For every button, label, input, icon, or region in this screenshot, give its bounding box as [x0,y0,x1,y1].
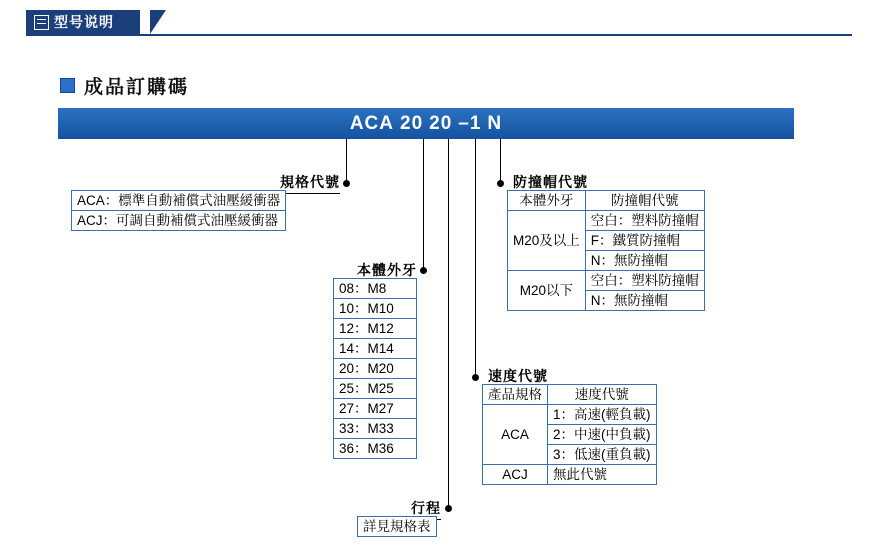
header-rule [26,34,852,36]
table-row [72,191,286,211]
speed-code-table [482,384,657,485]
cap-code-header-code: 防撞帽代號 [585,191,704,211]
body-thread-08: 08：M8 [334,279,417,299]
leader-line-cap-vertical [500,139,501,183]
spec-code-row-acj: ACJ：可調自動補償式油壓緩衝器 [72,211,286,231]
leader-dot-thread [420,267,427,274]
table-row [483,465,657,485]
cap-code-table [507,190,705,311]
leader-dot-series [343,180,350,187]
leader-line-stroke-vertical [448,139,449,508]
body-thread-20: 20：M20 [334,359,417,379]
speed-code-group-acj: ACJ [483,465,548,485]
table-row [483,405,657,425]
stroke-value: 詳見規格表 [358,517,437,537]
list-icon [34,15,49,30]
section-title [60,72,189,99]
body-thread-12: 12：M12 [334,319,417,339]
speed-code-option-3: 3：低速(重負載) [548,445,657,465]
speed-code-header-product: 產品規格 [483,385,548,405]
cap-code-option-f: F：鐵質防撞帽 [585,231,704,251]
table-row [334,359,417,379]
header-tab-skew [150,10,166,34]
table-row [334,419,417,439]
body-thread-33: 33：M33 [334,419,417,439]
table-row [334,319,417,339]
stroke-caption: 行程 [357,498,441,520]
table-row [334,439,417,459]
order-code-bar [58,108,794,139]
body-thread-14: 14：M14 [334,339,417,359]
cap-code-option-n: N：無防撞帽 [585,251,704,271]
spec-code-caption: 規格代號 [256,172,340,194]
spec-code-table [71,190,286,231]
bullet-square-icon [60,78,75,93]
body-thread-27: 27：M27 [334,399,417,419]
cap-code-option-n-2: N：無防撞帽 [585,291,704,311]
leader-dot-stroke [445,505,452,512]
table-row [72,211,286,231]
body-thread-10: 10：M10 [334,299,417,319]
body-thread-36: 36：M36 [334,439,417,459]
spec-code-row-aca: ACA：標準自動補償式油壓緩衝器 [72,191,286,211]
table-row [334,299,417,319]
speed-code-option-1: 1：高速(輕負載) [548,405,657,425]
cap-code-header-thread: 本體外牙 [508,191,586,211]
code-segment-thread: 20 [400,112,424,134]
leader-line-speed-vertical [475,139,476,377]
leader-line-series-vertical [346,139,347,183]
cap-code-option-blank-2: 空白：塑料防撞帽 [585,271,704,291]
table-row [508,191,705,211]
header-tab-label: 型号说明 [54,14,114,30]
code-segment-speed: –1 [458,112,482,134]
table-row [483,385,657,405]
body-thread-25: 25：M25 [334,379,417,399]
body-thread-table [333,278,417,459]
cap-code-group-m20-above: M20及以上 [508,211,586,271]
table-row [334,339,417,359]
header-tab [26,10,140,34]
speed-code-header-code: 速度代號 [548,385,657,405]
code-segment-cap: N [487,112,503,134]
cap-code-caption: 防撞帽代號 [513,172,611,194]
leader-dot-cap [497,180,504,187]
table-row [334,379,417,399]
speed-code-caption: 速度代號 [488,366,562,388]
order-code-text [347,113,505,135]
table-row [358,517,437,537]
section-title-label: 成品訂購碼 [84,77,190,98]
stroke-table [357,516,437,537]
table-row [508,271,705,291]
body-thread-caption: 本體外牙 [333,260,417,282]
speed-code-option-none: 無此代號 [548,465,657,485]
table-row [508,211,705,231]
code-segment-series: ACA [349,112,394,134]
cap-code-group-m20-below: M20以下 [508,271,586,311]
leader-dot-speed [472,374,479,381]
table-row [334,279,417,299]
cap-code-option-blank: 空白：塑料防撞帽 [585,211,704,231]
speed-code-option-2: 2：中速(中負載) [548,425,657,445]
speed-code-group-aca: ACA [483,405,548,465]
table-row [334,399,417,419]
code-segment-stroke: 20 [429,112,453,134]
page-header [26,10,852,36]
leader-line-thread-vertical [423,139,424,270]
